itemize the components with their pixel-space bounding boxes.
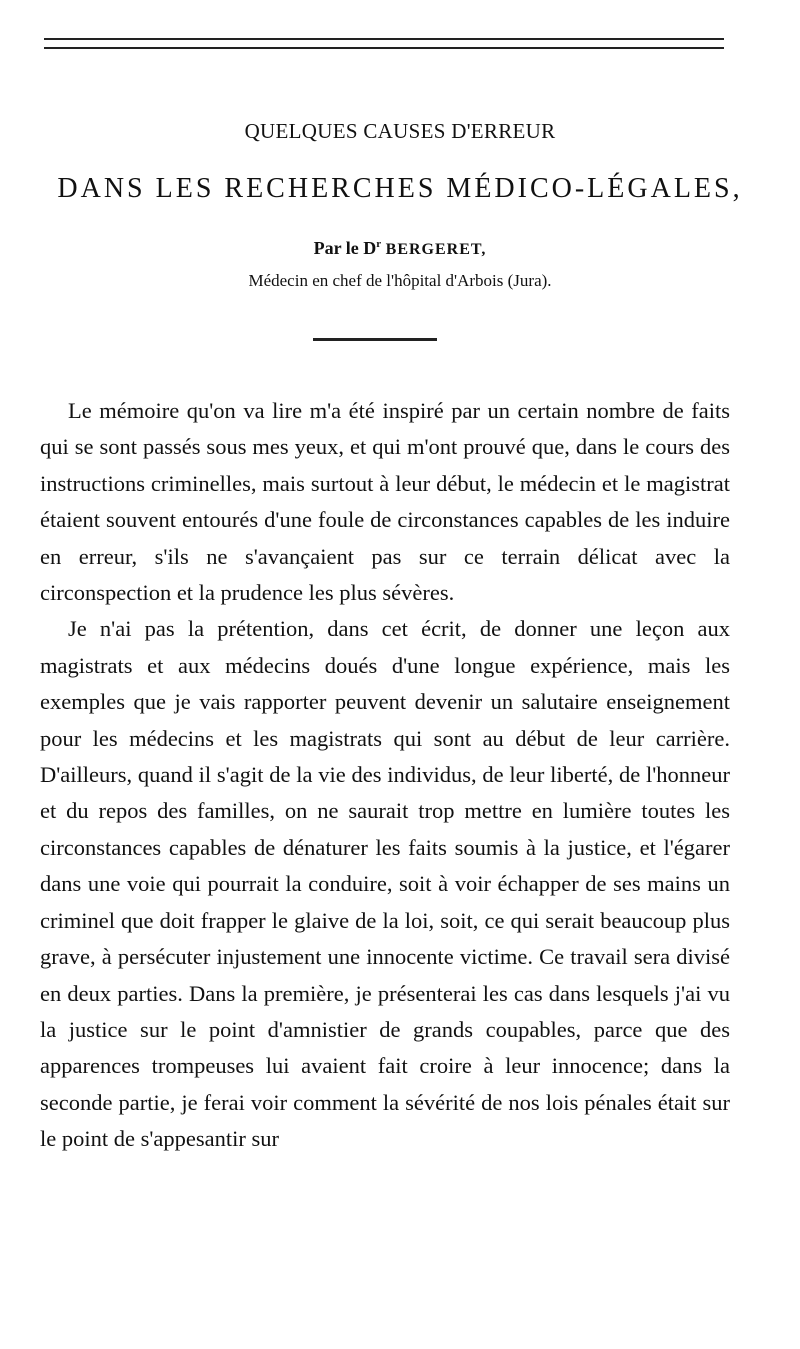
article-kicker: QUELQUES CAUSES D'ERREUR xyxy=(244,119,556,143)
paragraph: Je n'ai pas la prétention, dans cet écrit, de donner une leçon aux magistrats et aux médecins doués d'une longue expérience, mais les exemples que je vais rapporter peuvent devenir un salutaire enseignement pour les médecins et les magistrats qui sont au début de leur carrière. D'ailleurs, quand il s'agit de la vie des individus, de leur liberté, de l'honneur et du repos des familles, on ne saurait trop mettre en lumière toutes les circonstances capables de dénaturer les faits soumis à la justice, et l'égarer dans une voie qui pourrait la conduire, soit à voir échapper de ses mains un criminel que doit frapper le glaive de la loi, soit, ce qui serait beaucoup plus grave, à persécuter injustement une innocente victime. Ce travail sera divisé en deux parties. Dans la première, je présenterai les cas dans lesquels j'ai vu la justice sur le point d'amnistier de grands coupables, parce que des apparences trompeuses lui avaient fait croire à leur innocence; dans la seconde partie, je ferai voir comment la sévérité de nos lois pénales était sur le point de s'appesantir sur xyxy=(40,616,730,1152)
paragraph: Le mémoire qu'on va lire m'a été inspiré par un certain nombre de faits qui se sont passés sous mes yeux, et qui m'ont prouvé que, dans le cours des instructions criminelles, mais surtout à leur début, le médecin et le magistrat étaient souvent entourés d'une foule de circonstances capables de les induire en erreur, s'ils ne s'avançaient pas sur ce terrain délicat avec la circonspection et la prudence les plus sévères. xyxy=(40,398,730,606)
author-name: BERGERET, xyxy=(385,241,487,258)
author-affiliation: Médecin en chef de l'hôpital d'Arbois (Jura). xyxy=(248,271,552,290)
byline-prefix: Par le D xyxy=(313,238,377,258)
article-body xyxy=(40,393,730,1158)
top-double-rule xyxy=(44,38,724,49)
byline-superscript: r xyxy=(376,238,382,250)
section-divider xyxy=(313,338,437,341)
article-title: DANS LES RECHERCHES MÉDICO-LÉGALES, xyxy=(57,173,743,204)
byline xyxy=(0,238,800,259)
